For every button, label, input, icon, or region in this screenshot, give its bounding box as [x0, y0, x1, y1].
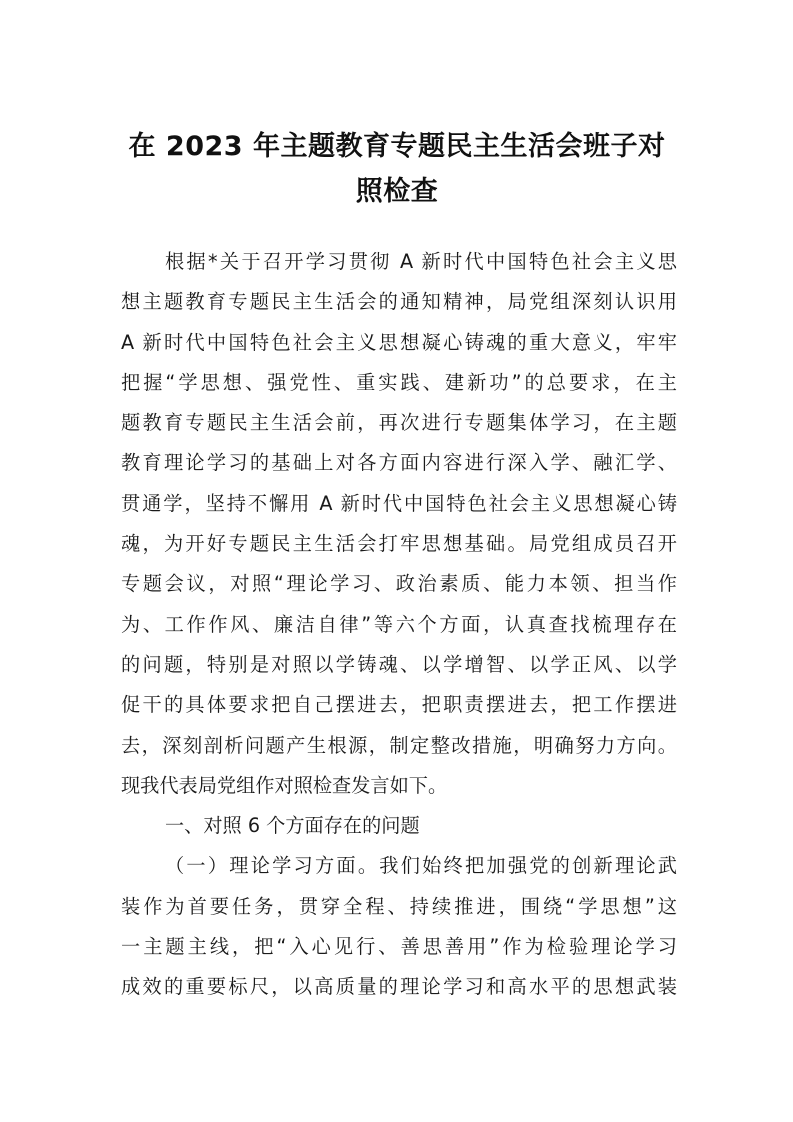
document-title	[110, 124, 684, 214]
body-line: 装作为首要任务，贯穿全程、持续推进，围绕“学思想”这	[121, 894, 677, 918]
body-line: 一主题主线，把“入心见行、善思善用”作为检验理论学习	[121, 935, 677, 959]
body-line: 想主题教育专题民主生活会的通知精神，局党组深刻认识用	[121, 290, 677, 314]
section-heading: 一、对照 6 个方面存在的问题	[165, 814, 420, 838]
body-line: 魂，为开好专题民主生活会打牢思想基础。局党组成员召开	[121, 532, 677, 556]
body-line: 把握“学思想、强党性、重实践、建新功”的总要求，在主	[121, 370, 677, 394]
body-line: 专题会议，对照“理论学习、政治素质、能力本领、担当作	[121, 572, 677, 596]
document-body	[121, 242, 677, 1008]
body-line: 为、工作作风、廉洁自律”等六个方面，认真查找梳理存在	[121, 612, 677, 636]
body-line: 根据*关于召开学习贯彻 A 新时代中国特色社会主义思	[165, 250, 677, 273]
body-line: 教育理论学习的基础上对各方面内容进行深入学、融汇学、	[121, 451, 677, 475]
body-line: （一）理论学习方面。我们始终把加强党的创新理论武	[165, 854, 677, 878]
body-line: 题教育专题民主生活会前，再次进行专题集体学习，在主题	[121, 411, 677, 435]
title-line-2: 照检查	[355, 176, 439, 207]
title-line-1: 在 2023 年主题教育专题民主生活会班子对	[128, 131, 666, 162]
body-line: 贯通学，坚持不懈用 A 新时代中国特色社会主义思想凝心铸	[121, 491, 677, 515]
body-line: 成效的重要标尺，以高质量的理论学习和高水平的思想武装	[121, 975, 677, 999]
body-line: 现我代表局党组作对照检查发言如下。	[121, 773, 448, 797]
body-line: 的问题，特别是对照以学铸魂、以学增智、以学正风、以学	[121, 652, 677, 676]
body-line: A 新时代中国特色社会主义思想凝心铸魂的重大意义，牢牢	[121, 330, 677, 354]
body-line: 去，深刻剖析问题产生根源，制定整改措施，明确努力方向。	[121, 733, 677, 757]
body-line: 促干的具体要求把自己摆进去，把职责摆进去，把工作摆进	[121, 693, 677, 717]
